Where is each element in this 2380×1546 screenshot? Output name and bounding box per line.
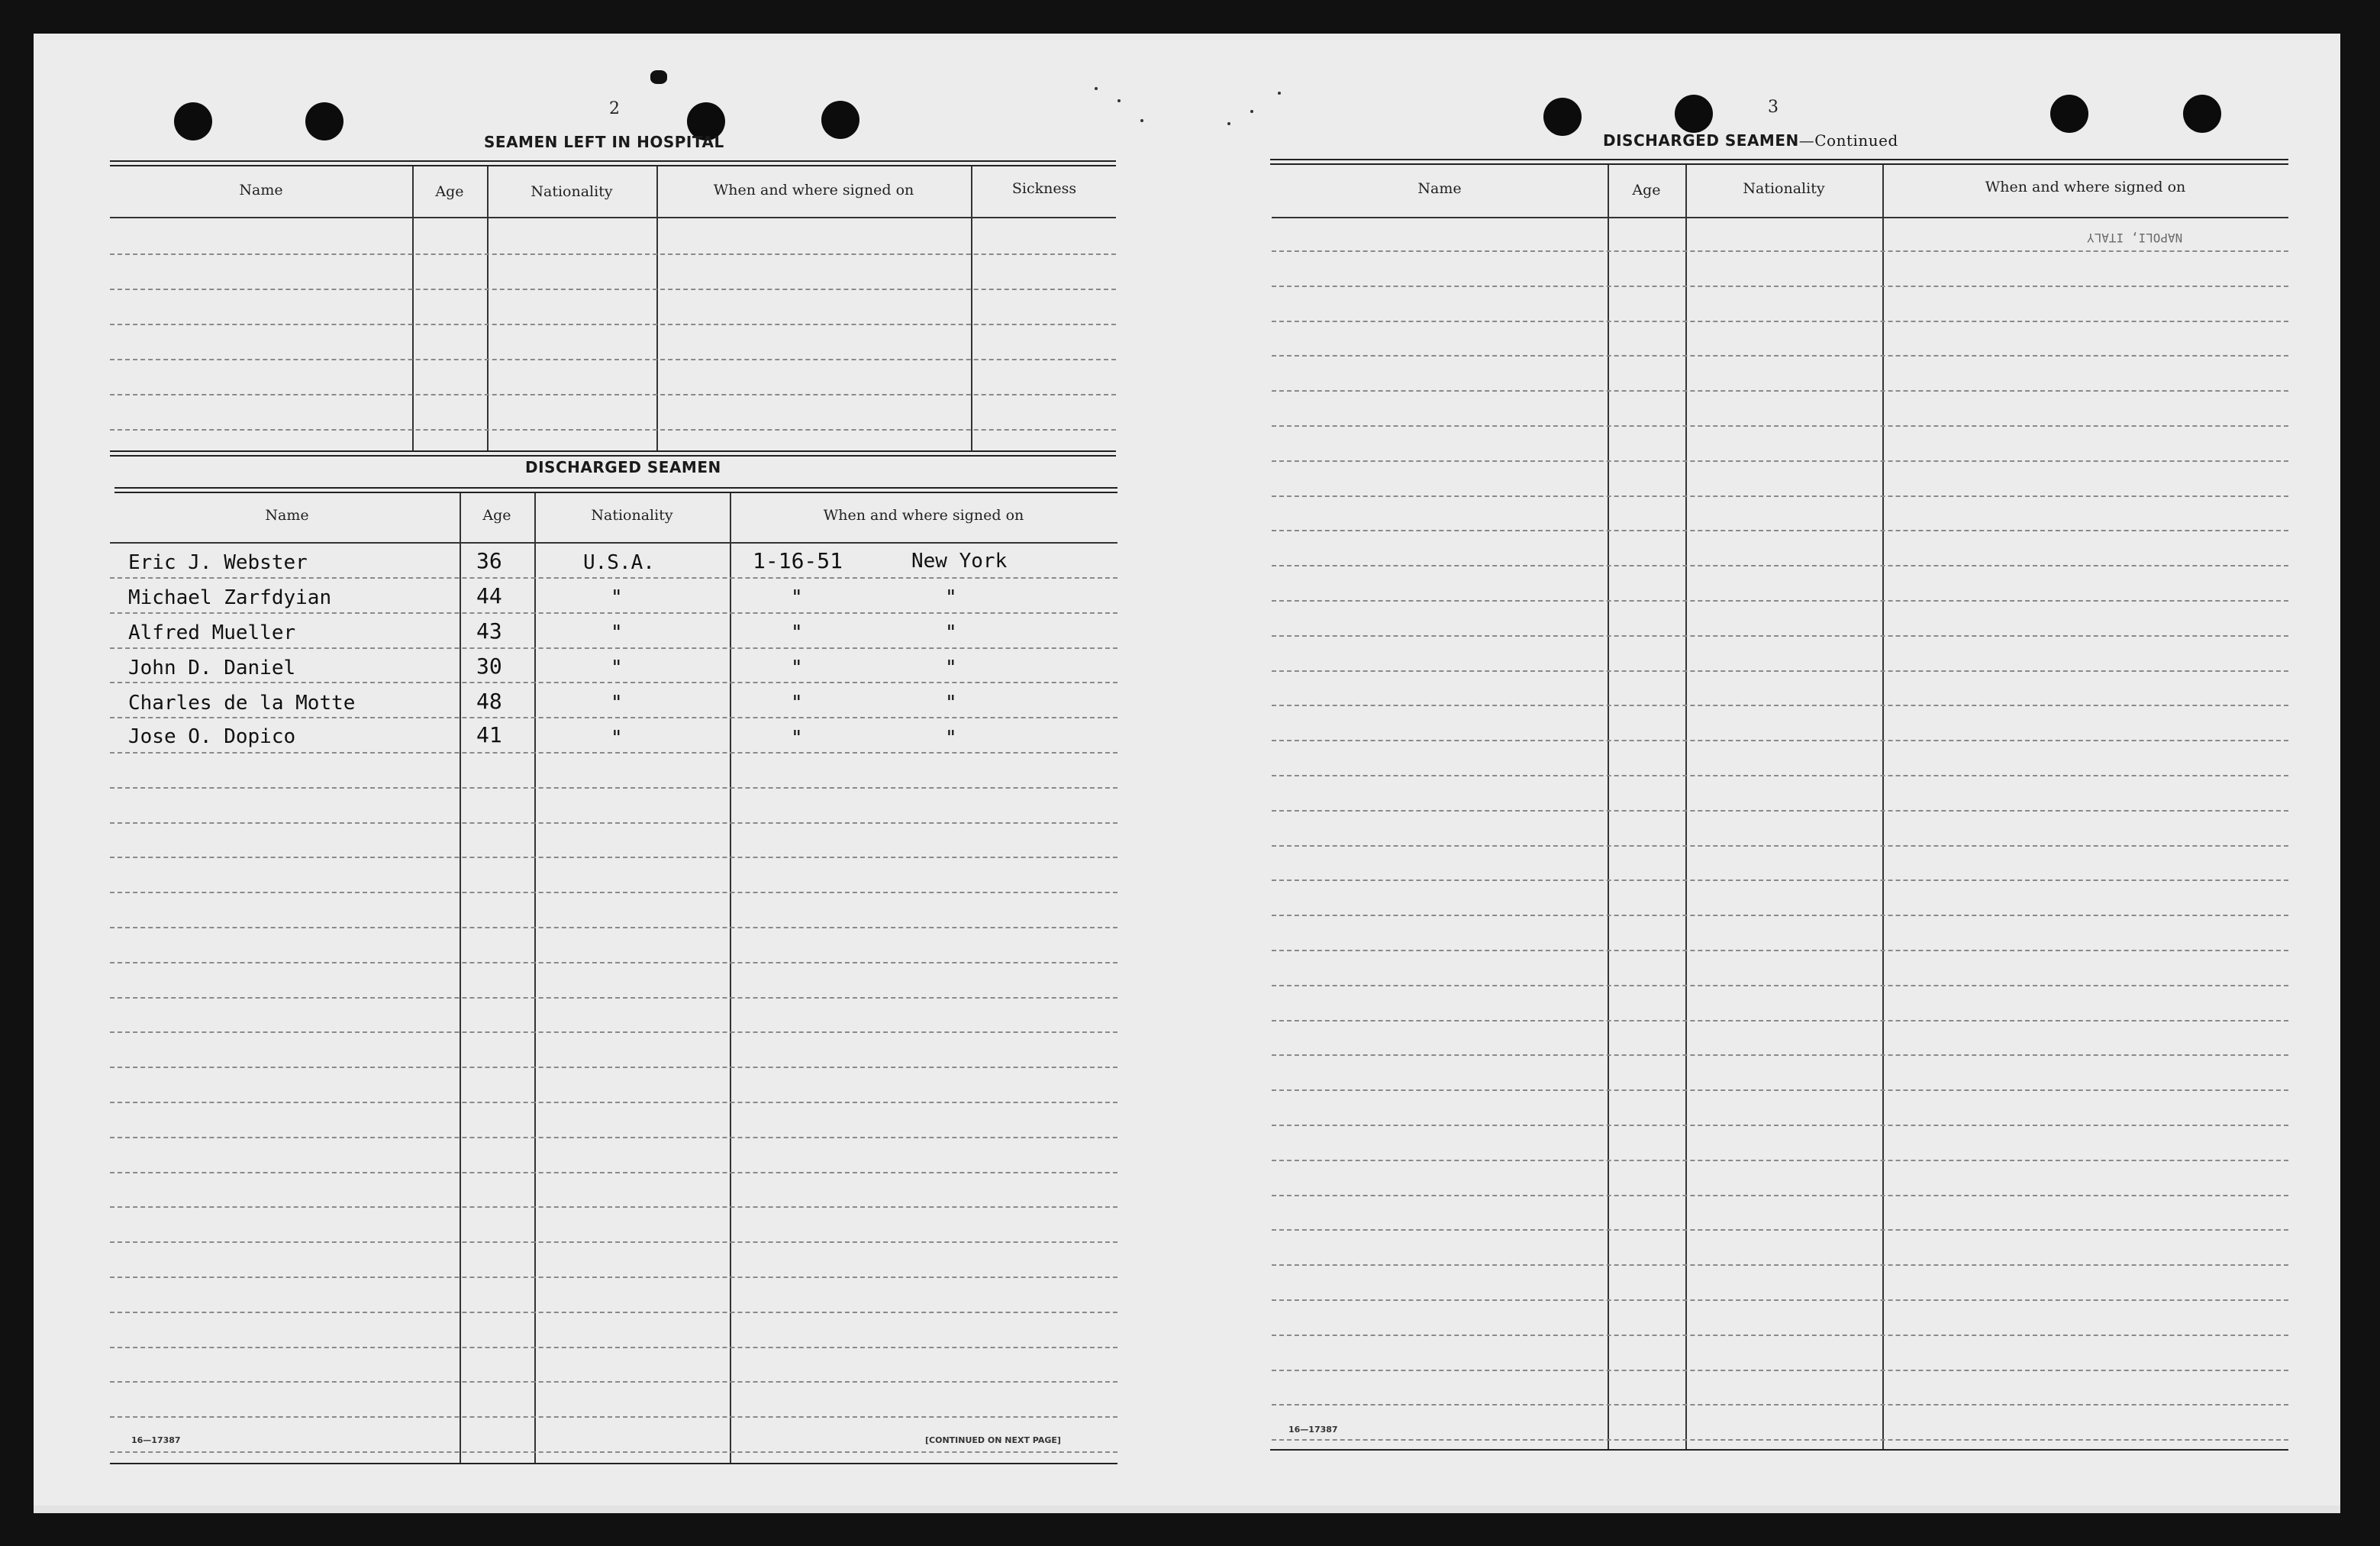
seaman-nationality: U.S.A.	[583, 551, 655, 574]
ruled-line	[1272, 600, 2288, 602]
ruled-line	[1272, 1299, 2288, 1301]
hospital-bottom-rule	[110, 450, 1116, 452]
ink-speck	[1250, 110, 1253, 113]
discharged-section-title: DISCHARGED SEAMEN	[525, 458, 721, 476]
seaman-name: Jose O. Dopico	[128, 725, 296, 748]
signed-on-place: "	[945, 692, 957, 715]
right-header-rule	[1272, 217, 2288, 218]
seaman-nationality: "	[611, 727, 623, 750]
signed-on-date: "	[791, 657, 803, 679]
ruled-line	[110, 647, 1117, 649]
signed-on-date: "	[791, 727, 803, 750]
ruled-line	[1272, 1370, 2288, 1371]
ruled-line	[110, 1416, 1117, 1418]
ruled-line	[110, 1381, 1117, 1383]
signed-on-date: "	[791, 586, 803, 609]
ruled-line	[110, 682, 1117, 683]
signed-on-date: "	[791, 621, 803, 644]
hospital-row-line	[110, 429, 1116, 431]
seaman-nationality: "	[611, 586, 623, 609]
hospital-bottom-rule-2	[110, 455, 1116, 457]
ruled-line	[1272, 565, 2288, 566]
signed-on-date: "	[791, 692, 803, 715]
hospital-header-rule	[110, 217, 1116, 218]
ruled-line	[1272, 250, 2288, 252]
seaman-age: 41	[476, 722, 502, 747]
ruled-line	[1272, 1404, 2288, 1406]
ink-speck	[1140, 119, 1143, 122]
ruled-line	[1272, 1439, 2288, 1441]
ink-speck	[1227, 122, 1230, 125]
hospital-section-title: SEAMEN LEFT IN HOSPITAL	[484, 133, 724, 151]
hospital-col-age: Age	[435, 183, 464, 200]
discharged-header-rule	[110, 542, 1117, 544]
right-col-name: Name	[1417, 180, 1462, 197]
page-number-left: 2	[609, 99, 620, 118]
seaman-name: Charles de la Motte	[128, 692, 356, 715]
ruled-line	[110, 1312, 1117, 1313]
seaman-age: 36	[476, 548, 502, 573]
punch-hole	[174, 102, 212, 140]
seaman-nationality: "	[611, 657, 623, 679]
hospital-col-divider	[487, 166, 489, 450]
ruled-line	[1272, 1195, 2288, 1196]
ruled-line	[1272, 321, 2288, 322]
signed-on-place: "	[945, 586, 957, 609]
form-number-right: 16—17387	[1288, 1425, 1338, 1435]
ruled-line	[1272, 880, 2288, 881]
discharged-col-name: Name	[265, 507, 309, 524]
hospital-top-rule-2	[110, 165, 1116, 166]
ink-speck	[1117, 99, 1121, 102]
seaman-name: Eric J. Webster	[128, 551, 308, 574]
ruled-line	[110, 717, 1117, 718]
hospital-row-line	[110, 359, 1116, 360]
ruled-line	[1272, 1160, 2288, 1161]
ruled-line	[110, 997, 1117, 999]
seaman-nationality: "	[611, 692, 623, 715]
hospital-row-line	[110, 289, 1116, 290]
ruled-line	[1272, 1229, 2288, 1231]
faded-ink-mark: NAPOLI, ITALY	[2087, 231, 2183, 245]
ruled-line	[1272, 950, 2288, 951]
form-number-left: 16—17387	[131, 1435, 181, 1445]
hospital-row-line	[110, 394, 1116, 395]
discharged-col-nationality: Nationality	[591, 507, 673, 524]
right-col-age: Age	[1632, 182, 1661, 198]
ruled-line	[1272, 1054, 2288, 1056]
ruled-line	[110, 577, 1117, 579]
ruled-line	[1272, 1335, 2288, 1336]
discharged-col-divider	[730, 493, 731, 1463]
ruled-line	[110, 1206, 1117, 1208]
punch-hole	[821, 101, 859, 139]
right-col-nationality: Nationality	[1743, 180, 1825, 197]
right-section-title-suffix: —Continued	[1798, 131, 1898, 150]
ruled-line	[1272, 915, 2288, 916]
ruled-line	[110, 1241, 1117, 1243]
ink-speck	[1278, 92, 1281, 95]
hospital-top-rule	[110, 160, 1116, 162]
ruled-line	[1272, 425, 2288, 427]
signed-on-place: "	[945, 727, 957, 750]
punch-hole	[1543, 98, 1582, 136]
document-sheet	[34, 34, 2340, 1513]
hospital-col-nationality: Nationality	[531, 183, 613, 200]
page-number-right: 3	[1768, 98, 1779, 117]
hospital-col-divider	[971, 166, 972, 450]
seaman-age: 44	[476, 583, 502, 608]
ruled-line	[110, 1067, 1117, 1068]
right-top-rule	[1270, 159, 2288, 160]
signed-on-place: "	[945, 657, 957, 679]
ruled-line	[1272, 495, 2288, 497]
ruled-line	[110, 752, 1117, 754]
ink-speck	[1095, 87, 1098, 90]
signed-on-place: "	[945, 621, 957, 644]
right-col-divider	[1685, 165, 1687, 1449]
right-col-signed-on: When and where signed on	[1985, 179, 2186, 195]
ruled-line	[110, 1347, 1117, 1348]
ruled-line	[110, 612, 1117, 614]
ruled-line	[110, 857, 1117, 858]
ruled-line	[110, 1172, 1117, 1173]
punch-hole	[305, 102, 343, 140]
discharged-top-rule-2	[114, 492, 1117, 493]
ruled-line	[1272, 390, 2288, 392]
ruled-line	[110, 1276, 1117, 1278]
right-section-title	[1603, 131, 1898, 150]
ruled-line	[1272, 740, 2288, 741]
hospital-col-sickness: Sickness	[1011, 180, 1077, 197]
discharged-col-divider	[534, 493, 536, 1463]
ruled-line	[1272, 1089, 2288, 1091]
discharged-col-signed-on: When and where signed on	[823, 507, 1024, 524]
right-col-divider	[1882, 165, 1884, 1449]
ruled-line	[110, 1451, 1117, 1453]
hospital-col-name: Name	[239, 182, 283, 198]
ruled-line	[110, 1031, 1117, 1033]
signed-on-date: 1-16-51	[753, 548, 843, 573]
seaman-age: 48	[476, 689, 502, 714]
ruled-line	[1272, 705, 2288, 706]
hospital-col-signed-on: When and where signed on	[713, 182, 914, 198]
ruled-line	[110, 927, 1117, 928]
signed-on-place: New York	[911, 550, 1008, 573]
ruled-line	[1272, 286, 2288, 287]
seaman-nationality: "	[611, 621, 623, 644]
continued-note: [CONTINUED ON NEXT PAGE]	[925, 1435, 1061, 1445]
page-edge	[34, 1506, 2340, 1513]
punch-hole	[2050, 95, 2088, 133]
ruled-line	[1272, 530, 2288, 531]
ruled-line	[110, 1102, 1117, 1103]
ruled-line	[1272, 985, 2288, 986]
seaman-name: Alfred Mueller	[128, 621, 296, 644]
seaman-name: Michael Zarfdyian	[128, 586, 332, 609]
ruled-line	[1272, 1020, 2288, 1022]
punch-hole	[2183, 95, 2221, 133]
right-top-rule-2	[1270, 163, 2288, 165]
right-section-title-main: DISCHARGED SEAMEN	[1603, 131, 1799, 150]
seaman-age: 43	[476, 618, 502, 644]
right-col-divider	[1608, 165, 1609, 1449]
discharged-top-rule	[114, 487, 1117, 489]
ruled-line	[1272, 1125, 2288, 1126]
ruled-line	[1272, 635, 2288, 637]
hospital-col-divider	[412, 166, 414, 450]
hospital-row-line	[110, 253, 1116, 255]
right-bottom-rule	[1270, 1449, 2288, 1451]
hospital-row-line	[110, 324, 1116, 325]
seaman-name: John D. Daniel	[128, 657, 296, 679]
ruled-line	[110, 822, 1117, 824]
discharged-col-divider	[460, 493, 461, 1463]
hospital-col-divider	[656, 166, 658, 450]
ruled-line	[110, 892, 1117, 893]
ruled-line	[1272, 775, 2288, 776]
ruled-line	[110, 787, 1117, 789]
ruled-line	[1272, 355, 2288, 357]
ink-speck	[650, 70, 667, 84]
punch-hole	[1675, 95, 1713, 133]
ruled-line	[1272, 670, 2288, 672]
ruled-line	[1272, 845, 2288, 847]
discharged-bottom-rule	[110, 1463, 1117, 1464]
seaman-age: 30	[476, 654, 502, 679]
ruled-line	[1272, 810, 2288, 812]
ruled-line	[110, 1137, 1117, 1138]
ruled-line	[1272, 460, 2288, 462]
discharged-col-age: Age	[482, 507, 511, 524]
ruled-line	[1272, 1264, 2288, 1266]
ruled-line	[110, 962, 1117, 963]
